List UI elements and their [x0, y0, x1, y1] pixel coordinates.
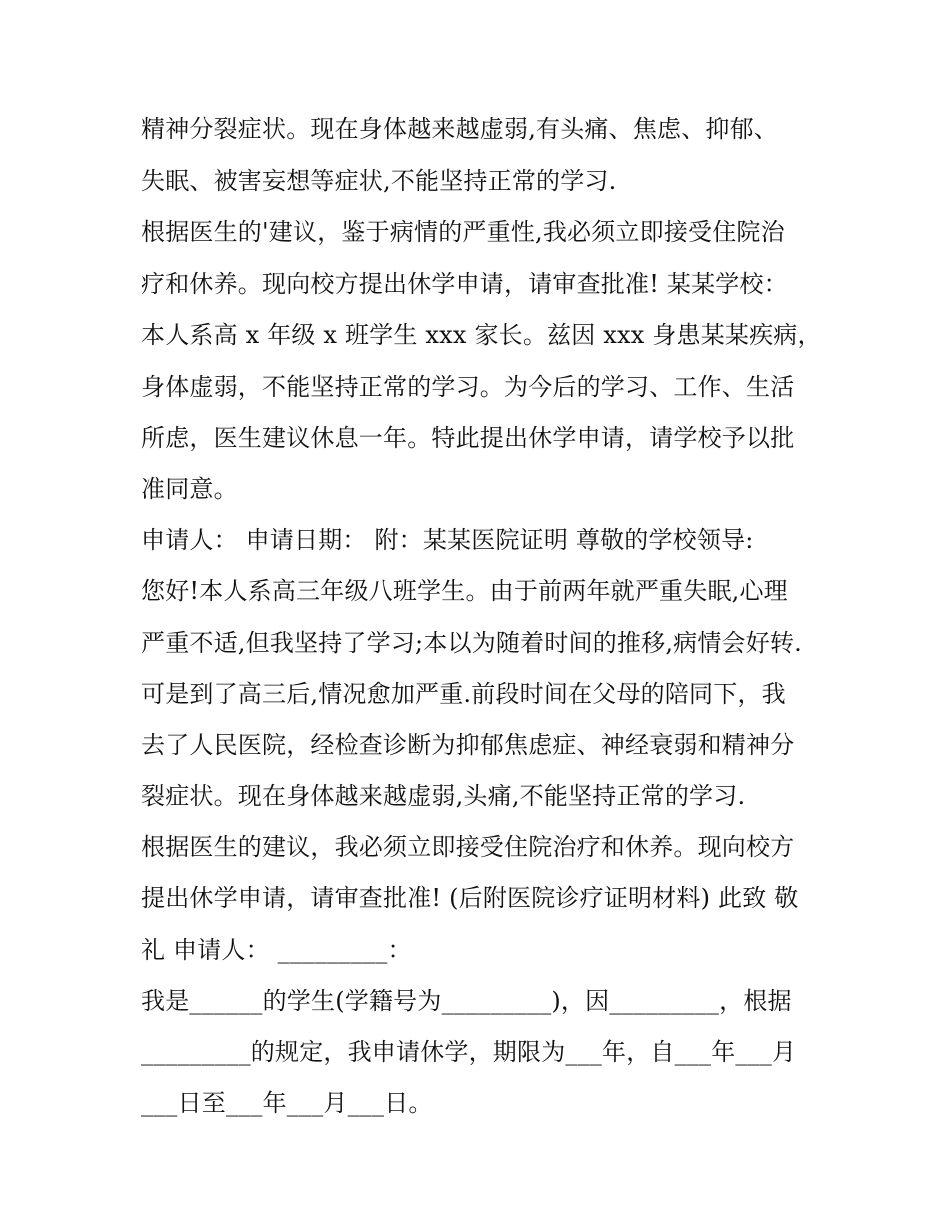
- text-line: 裂症状。现在身体越来越虚弱,头痛,不能坚持正常的学习.: [141, 782, 746, 810]
- text-line: _________的规定，我申请休学，期限为___年，自___年___月: [141, 1038, 797, 1066]
- text-line: 本人系高 x 年级 x 班学生 xxx 家长。兹因 xxx 身患某某疾病，: [141, 321, 822, 349]
- text-line: 可是到了高三后,情况愈加严重.前段时间在父母的陪同下，我: [141, 680, 786, 708]
- text-line: 您好!本人系高三年级八班学生。由于前两年就严重失眠,心理: [141, 577, 788, 605]
- text-line: 所虑，医生建议休息一年。特此提出休学申请，请学校予以批: [141, 424, 795, 452]
- text-line: 准同意。: [141, 475, 238, 503]
- text-line: 精神分裂症状。现在身体越来越虚弱,有头痛、焦虑、抑郁、: [141, 115, 779, 143]
- text-line: 申请人： 申请日期： 附：某某医院证明 尊敬的学校领导:: [141, 526, 754, 554]
- text-line: 礼 申请人： _________：: [141, 936, 412, 964]
- text-line: 根据医生的'建议，鉴于病情的严重性,我必须立即接受住院治: [141, 218, 785, 246]
- text-line: 根据医生的建议，我必须立即接受住院治疗和休养。现向校方: [141, 833, 795, 861]
- text-line: 失眠、被害妄想等症状,不能坚持正常的学习.: [141, 167, 617, 195]
- text-line: 去了人民医院，经检查诊断为抑郁焦虑症、神经衰弱和精神分: [141, 731, 795, 759]
- text-line: ___日至___年___月___日。: [141, 1089, 433, 1117]
- text-line: 身体虚弱，不能坚持正常的学习。为今后的学习、工作、生活: [141, 373, 795, 401]
- text-line: 我是______的学生(学籍号为_________)，因_________，根据: [141, 987, 792, 1015]
- text-line: 严重不适,但我坚持了学习;本以为随着时间的推移,病情会好转.: [141, 629, 802, 657]
- text-line: 提出休学申请，请审查批准! (后附医院诊疗证明材料) 此致 敬: [141, 884, 799, 912]
- text-line: 疗和休养。现向校方提出休学申请，请审查批准! 某某学校：: [141, 270, 788, 298]
